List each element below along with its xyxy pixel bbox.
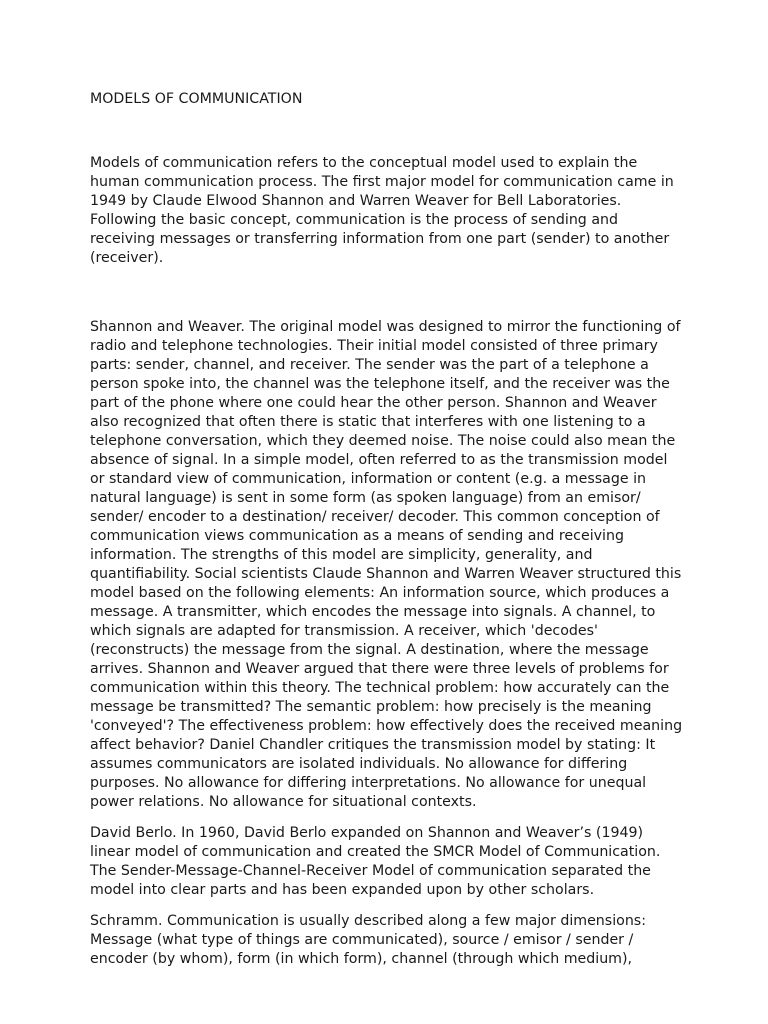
paragraph-david-berlo: David Berlo. In 1960, David Berlo expanded on Shannon and Weaver’s (1949) linear model of communication and created the SMCR Model of Communication. The Sender-Message-Channel-Receiver Model of communication separated the model into clear parts and has been expanded upon by other scholars.: [90, 825, 661, 898]
document-body: [90, 90, 686, 969]
document-title: MODELS OF COMMUNICATION: [90, 91, 303, 107]
paragraph-introduction: Models of communication refers to the conceptual model used to explain the human communication process. The first major model for communication came in 1949 by Claude Elwood Shannon and Warren Weaver for Bell Laboratories. Following the basic concept, communication is the process of sending and receiving messages or transferring information from one part (sender) to another (receiver).: [90, 155, 674, 266]
paragraph-shannon-weaver: Shannon and Weaver. The original model was designed to mirror the functioning of radio and telephone technologies. Their initial model consisted of three primary parts: sender, channel, and receiver. The sender was the part of a telephone a person spoke into, the channel was the telephone itself, and the receiver was the part of the phone where one could hear the other person. Shannon and Weaver also recognized that often there is static that interferes with one listening to a telephone conversation, which they deemed noise. The noise could also mean the absence of signal. In a simple model, often referred to as the transmission model or standard view of communication, information or content (e.g. a message in natural language) is sent in some form (as spoken language) from an emisor/ sender/ encoder to a destination/ receiver/ decoder. This common conception of communication views communication as a means of sending and receiving information. The strengths of this model are simplicity, generality, and quantifiability. Social scientists Claude Shannon and Warren Weaver structured this model based on the following elements: An information source, which produces a message. A transmitter, which encodes the message into signals. A channel, to which signals are adapted for transmission. A receiver, which 'decodes' (reconstructs) the message from the signal. A destination, where the message arrives. Shannon and Weaver argued that there were three levels of problems for communication within this theory. The technical problem: how accurately can the message be transmitted? The semantic problem: how precisely is the meaning 'conveyed'? The effectiveness problem: how effectively does the received meaning affect behavior? Daniel Chandler critiques the transmission model by stating: It assumes communicators are isolated individuals. No allowance for differing purposes. No allowance for differing interpretations. No allowance for unequal power relations. No allowance for situational contexts.: [90, 319, 683, 810]
paragraph-schramm: Schramm. Communication is usually described along a few major dimensions: Message (what type of things are communicated), source / emisor / sender / encoder (by whom), form (in which form), channel (through which medium),: [90, 913, 646, 967]
